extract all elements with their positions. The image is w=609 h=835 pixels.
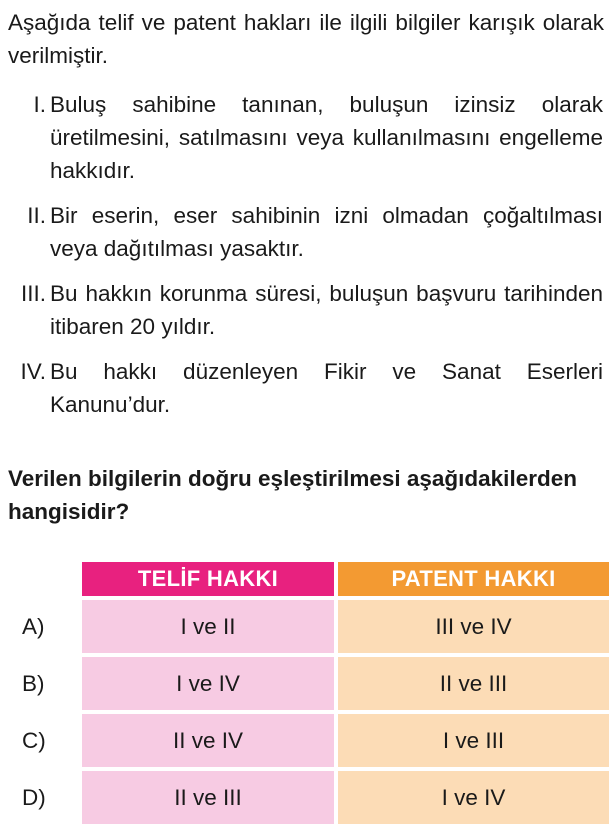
telif-header: TELİF HAKKI bbox=[82, 562, 334, 596]
patent-cell: III ve IV bbox=[338, 600, 609, 653]
option-a[interactable] bbox=[0, 600, 609, 653]
statement-text: Buluş sahibine tanınan, buluşun izinsiz olarak üretilmesini, satılmasını veya kullanılmasını engelleme hakkıdır. bbox=[50, 92, 603, 183]
statement-text: Bu hakkı düzenleyen Fikir ve Sanat Eserleri Kanunu’dur. bbox=[50, 359, 603, 417]
statement-number: III. bbox=[20, 281, 46, 306]
option-b[interactable] bbox=[0, 657, 609, 710]
statement-item bbox=[0, 355, 609, 421]
question-text: Verilen bilgilerin doğru eşleştirilmesi aşağıdakilerden hangisidir? bbox=[8, 466, 577, 524]
statement-number: I. bbox=[33, 92, 46, 117]
option-letter: C) bbox=[22, 728, 46, 753]
statement-number: II. bbox=[27, 203, 46, 228]
option-d[interactable] bbox=[0, 771, 609, 824]
patent-cell: I ve IV bbox=[338, 771, 609, 824]
patent-cell: I ve III bbox=[338, 714, 609, 767]
statement-item bbox=[0, 88, 609, 187]
table-header bbox=[82, 562, 609, 596]
telif-cell: I ve II bbox=[82, 600, 334, 653]
telif-cell: II ve III bbox=[82, 771, 334, 824]
statement-item bbox=[0, 277, 609, 343]
telif-cell: I ve IV bbox=[82, 657, 334, 710]
option-c[interactable] bbox=[0, 714, 609, 767]
statement-list bbox=[0, 88, 609, 433]
patent-header: PATENT HAKKI bbox=[338, 562, 609, 596]
telif-cell: II ve IV bbox=[82, 714, 334, 767]
statement-item bbox=[0, 199, 609, 265]
option-letter: B) bbox=[22, 671, 45, 696]
intro-text: Aşağıda telif ve patent hakları ile ilgili bilgiler karışık olarak verilmiştir. bbox=[8, 10, 604, 68]
statement-text: Bu hakkın korunma süresi, buluşun başvuru tarihinden itibaren 20 yıldır. bbox=[50, 281, 603, 339]
statement-number: IV. bbox=[20, 359, 46, 384]
statement-text: Bir eserin, eser sahibinin izni olmadan çoğaltılması veya dağıtılması yasaktır. bbox=[50, 203, 603, 261]
patent-cell: II ve III bbox=[338, 657, 609, 710]
option-letter: D) bbox=[22, 785, 46, 810]
option-letter: A) bbox=[22, 614, 45, 639]
